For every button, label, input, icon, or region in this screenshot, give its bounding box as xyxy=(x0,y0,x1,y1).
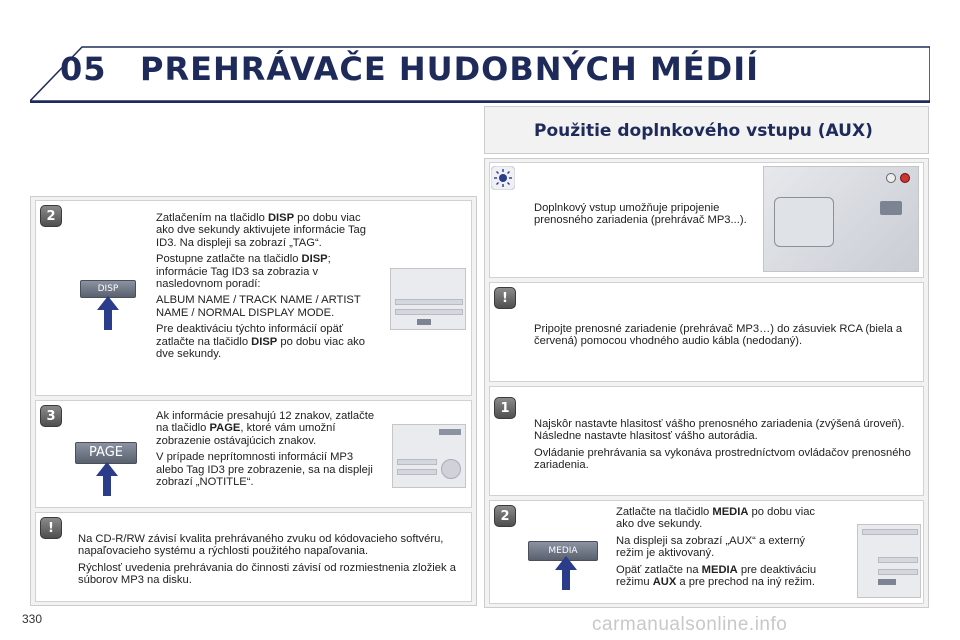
arrow-up-icon xyxy=(555,556,577,590)
radio-media-illustration xyxy=(857,524,921,598)
aux-info-text: Doplnkový vstup umožňuje pripojenie prenosného zariadenia (prehrávač MP3...). xyxy=(534,202,747,227)
media-instructions: Zatlačte na tlačidlo MEDIA po dobu viac ako dve sekundy. Na displeji sa zobrazí „AUX“ a externý režim je aktivovaný. Opäť zatlačte na MEDIA pre deaktiváciu režimu AUX a pre prechod na iný režim. xyxy=(616,506,817,589)
step-badge-2: 2 xyxy=(494,505,516,527)
page-button[interactable]: PAGE xyxy=(75,442,137,464)
arrow-up-icon xyxy=(97,296,119,330)
media-button[interactable]: MEDIA xyxy=(528,541,598,561)
page-number: 330 xyxy=(22,612,43,626)
cd-note-text: Na CD-R/RW závisí kvalita prehrávaného zvuku od kódovacieho softvéru, napaľovacieho systému a rýchlosti použitého napaľovania. Rýchlosť uvedenia prehrávania do činnosti závisí od rozmiestnenia zložiek a súborov MP3 na disku. xyxy=(78,533,456,587)
watermark: carmanualsonline.info xyxy=(592,614,788,635)
warning-icon: ! xyxy=(40,517,62,539)
radio-display-illustration xyxy=(390,268,466,330)
step-badge-1: 1 xyxy=(494,397,516,419)
arrow-up-icon xyxy=(96,462,118,496)
step-badge-2: 2 xyxy=(40,205,62,227)
step-badge-3: 3 xyxy=(40,405,62,427)
chapter-number: 05 xyxy=(60,50,107,88)
rca-warning-text: Pripojte prenosné zariadenie (prehrávač MP3…) do zásuviek RCA (biela a červená) pomocou vhodného audio kábla (nedodaný). xyxy=(534,323,903,348)
aux-socket-illustration xyxy=(763,166,919,272)
page-title: PREHRÁVAČE HUDOBNÝCH MÉDIÍ xyxy=(140,50,760,88)
volume-instructions: Najskôr nastavte hlasitosť vášho prenosného zariadenia (zvýšená úroveň). Následne nastavte hlasitosť vášho autorádia. Ovládanie prehrávania sa vykonáva prostredníctvom ovládačov prenosného zariadenia. xyxy=(534,418,911,472)
disp-instructions: Zatlačením na tlačidlo DISP po dobu viac ako dve sekundy aktivujete informácie Tag ID3. Na displeji sa zobrazí „TAG“. Postupne zatlačte na tlačidlo DISP; informácie Tag ID3 sa zobrazia v nasledovnom poradí: ALBUM NAME / TRACK NAME / ARTIST NAME / NORMAL DISPLAY MODE. Pre deaktiváciu týchto informácií opäť zatlačte na tlačidlo DISP po dobu viac ako dve sekundy. xyxy=(156,212,366,361)
lightbulb-icon xyxy=(491,166,515,190)
disp-button[interactable]: DISP xyxy=(80,280,136,298)
radio-display-illustration xyxy=(392,424,466,488)
warning-icon: ! xyxy=(494,287,516,309)
section-title: Použitie doplnkového vstupu (AUX) xyxy=(534,121,873,141)
page-instructions: Ak informácie presahujú 12 znakov, zatlačte na tlačidlo PAGE, ktoré vám umožní zobrazenie ostávajúcich znakov. V prípade neprítomnosti informácií MP3 alebo Tag ID3 pre zobrazenie, sa na displeji zobrazí „NOTITLE“. xyxy=(156,410,375,489)
